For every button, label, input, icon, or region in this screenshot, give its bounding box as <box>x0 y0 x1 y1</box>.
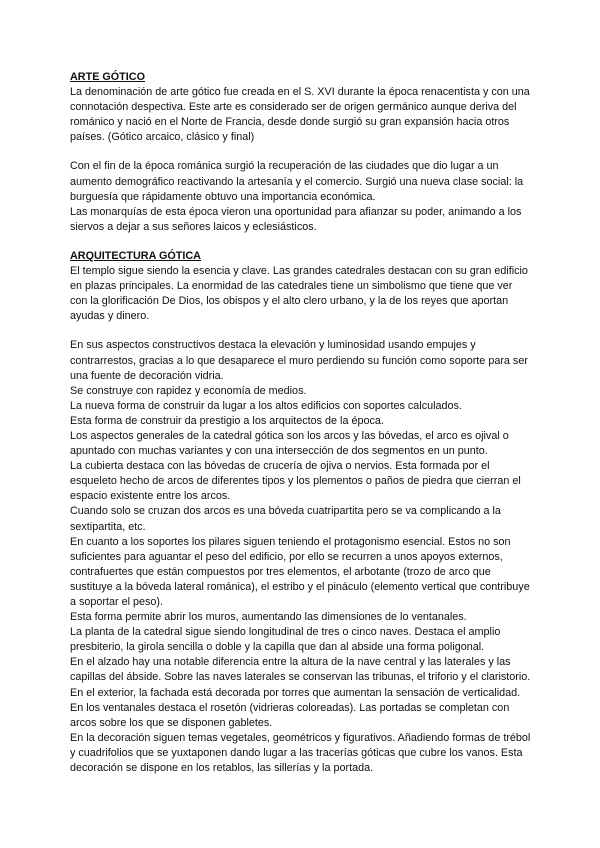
paragraph: El templo sigue siendo la esencia y clave. Las grandes catedrales destacan con su gran edificio en plazas principales. La enormidad de las catedrales tiene un simbolismo que tiene que ver con la glorificación De Dios, los obispos y el alto clero urbano, y la de los reyes que aportan ayudas y dinero. <box>70 265 528 323</box>
paragraph: Las monarquías de esta época vieron una oportunidad para afianzar su poder, animando a los siervos a dejar a sus señores laicos y eclesiásticos. <box>70 205 522 233</box>
paragraph: En la decoración siguen temas vegetales, geométricos y figurativos. Añadiendo formas de trébol y cuadrifolios que se yuxtaponen dando lugar a las tracerías góticas que cubre los vanos. Esta decoración se dispone en los retablos, las sillerías y la portada. <box>70 731 531 775</box>
paragraph: Esta forma permite abrir los muros, aumentando las dimensiones de lo ventanales. <box>70 611 467 624</box>
paragraph: Cuando solo se cruzan dos arcos es una bóveda cuatripartita pero se va complicando a la sextipartita, etc. <box>70 505 501 533</box>
paragraph: La planta de la catedral sigue siendo longitudinal de tres o cinco naves. Destaca el amplio presbiterio, la girola sencilla o doble y la capilla que dan al abside una forma poligonal. <box>70 626 501 654</box>
paragraph: Esta forma de construir da prestigio a los arquitectos de la época. <box>70 414 384 427</box>
paragraph: Se construye con rapidez y economía de medios. <box>70 384 307 397</box>
paragraph: En el exterior, la fachada está decorada por torres que aumentan la sensación de verticalidad. En los ventanales destaca el rosetón (vidrieras coloreadas). Las portadas se completan con arcos sobre los que se disponen gabletes. <box>70 686 521 729</box>
paragraph: En el alzado hay una notable diferencia entre la altura de la nave central y las laterales y las capillas del ábside. Sobre las naves laterales se conservan las tribunas, el triforio y el claristorio. <box>70 656 531 684</box>
paragraph: La nueva forma de construir da lugar a los altos edificios con soportes calculados. <box>70 399 462 412</box>
section-heading-arquitectura-gotica: ARQUITECTURA GÓTICA <box>70 249 201 262</box>
paragraph: Con el fin de la época románica surgió la recuperación de las ciudades que dio lugar a un aumento demográfico reactivando la artesanía y el comercio. Surgió una nueva clase social: la burguesía que rápidamente obtuvo una importancia económica. <box>70 160 524 203</box>
paragraph: La denominación de arte gótico fue creada en el S. XVI durante la época renacentista y con una connotación despectiva. Este arte es considerado ser de origen germánico aunque deriva del románico y nació en el Norte de Francia, desde donde surgió su gran expansión hacia otros países. (Gótico arcaico, clásico y final) <box>70 86 530 144</box>
paragraph: La cubierta destaca con las bóvedas de crucería de ojiva o nervios. Esta formada por el esqueleto hecho de arcos de diferentes tipos y los plementos o paños de piedra que cierran el espacio existente entre los arcos. <box>70 460 521 503</box>
paragraph: En cuanto a los soportes los pilares siguen teniendo el protagonismo esencial. Estos no son suficientes para aguantar el peso del edificio, por ello se recurren a unos apoyos externos, contrafuertes que están compuestos por tres elementos, el arbotante (trozo de arco que sustituye a la bóveda lateral románica), el estribo y el pináculo (elemento vertical que contribuye a soportar el peso). <box>70 535 530 608</box>
document-body <box>70 70 532 776</box>
paragraph: En sus aspectos constructivos destaca la elevación y luminosidad usando empujes y contrarrestos, gracias a lo que desaparece el muro perdiendo su función como soporte para ser una fuente de decoración vidria. <box>70 339 528 382</box>
section-heading-arte-gotico: ARTE GÓTICO <box>70 71 145 83</box>
paragraph: Los aspectos generales de la catedral gótica son los arcos y las bóvedas, el arco es ojival o apuntado con muchas variantes y con una intersección de dos segmentos en un punto. <box>70 429 509 458</box>
